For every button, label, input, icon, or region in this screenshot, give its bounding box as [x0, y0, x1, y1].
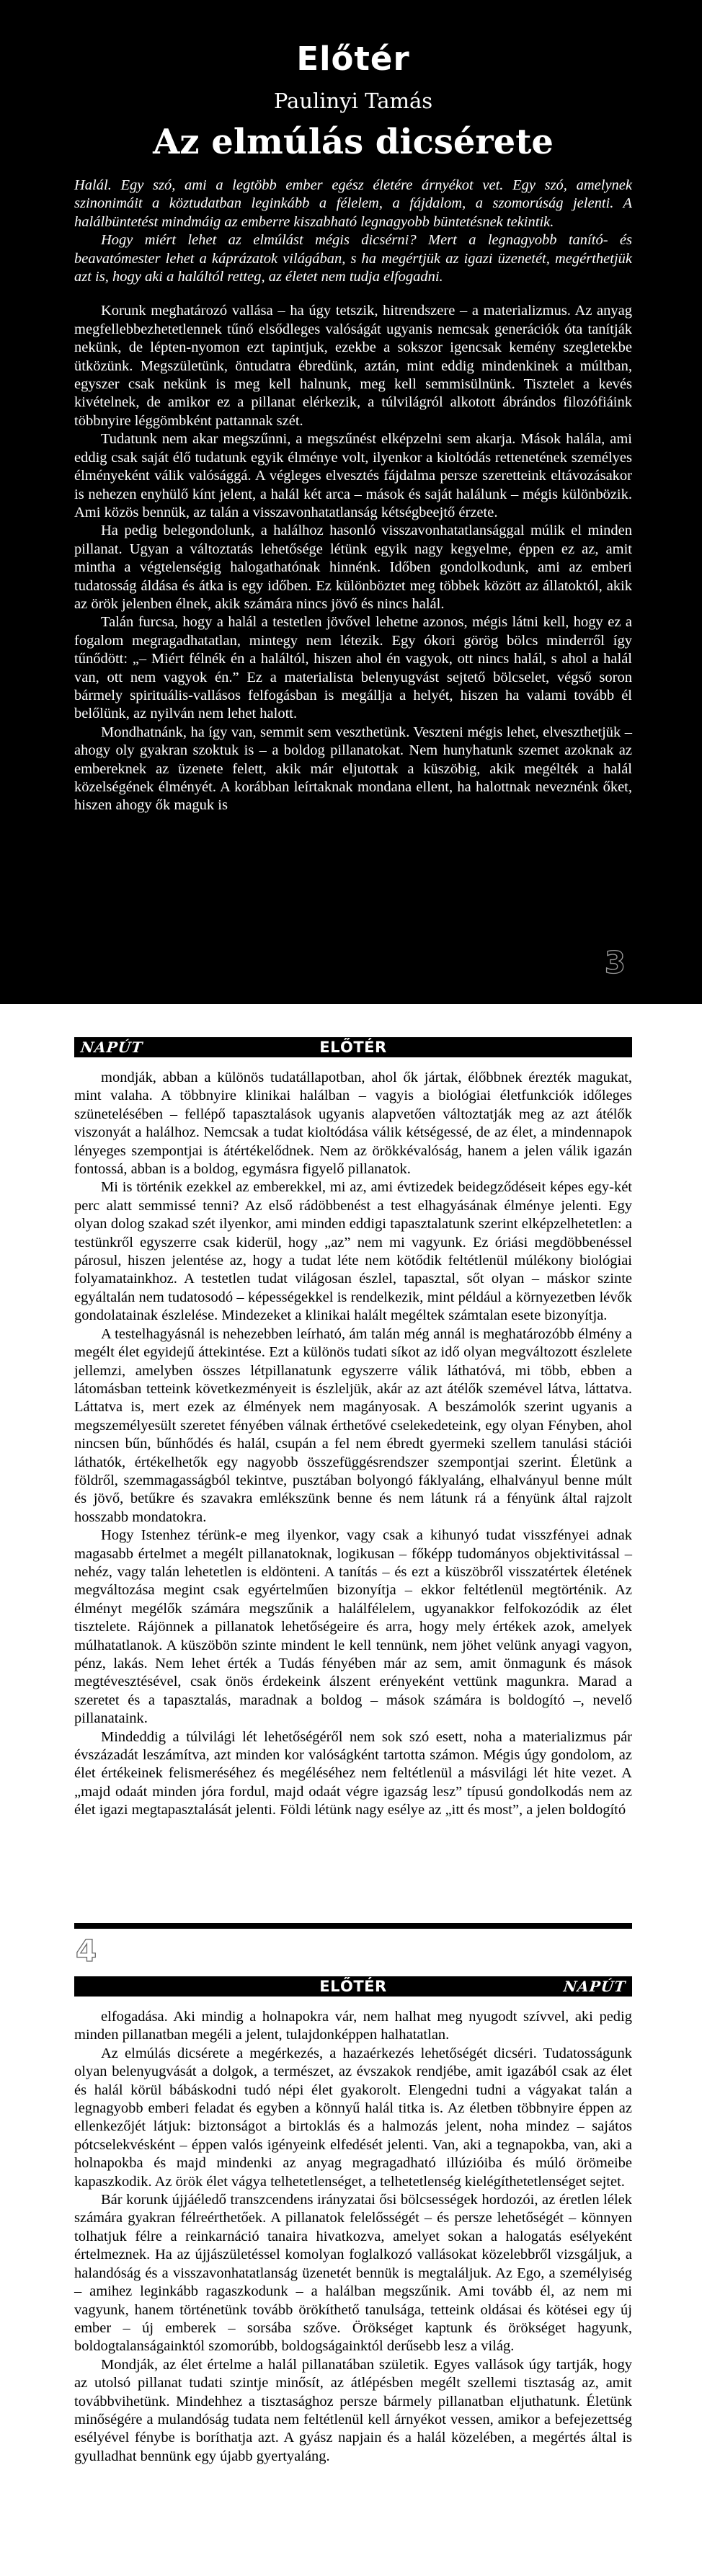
page-gap	[0, 1004, 702, 1037]
body-paragraphs-page-1	[74, 302, 632, 814]
section-label: Előtér	[296, 40, 410, 78]
body-paragraph: Mondhatnánk, ha így van, semmit sem veszthetünk. Veszteni mégis lehet, elveszthetjük – ahogy oly gyakran szoktuk is – a boldog pillanatokat. Nem hunyhatunk szemet azoknak az embereknek az üzenete felett, akik már eljutottak a küszöbig, akik megélték a halál közelségének élményét. A korábban leírtaknak mondana ellent, ha halottnak neveznénk őket, hiszen ahogy ők maguk is	[74, 724, 632, 814]
page-number: 3	[604, 945, 626, 980]
header-bar	[74, 1976, 632, 1997]
page-1	[0, 0, 702, 1004]
body-paragraph: Mondják, az élet értelme a halál pillanatában születik. Egyes vallások úgy tartják, hogy az utolsó pillanat tudati szintje minősít, az átlépésben megélt szellemi tisztaság az, amit továbbvihetünk. Mindehhez a tisztasághoz persze bármely pillanatban eljuthatunk. Életünk minőségére a mulandóság tudata nem feltétlenül kell árnyékot vessen, amikor a befejezettség esélyével fénybe is boríthatja azt. A gyász napjain és a halál közelében, a megértés által is gyulladhat bennünk egy újabb gyertyaláng.	[74, 2356, 632, 2464]
intro-paragraph: Hogy miért lehet az elmúlást mégis dicsérni? Mert a legnagyobb tanító- és beavatómester lehet a káprázatok világában, s ha megértjük az igazi üzenetét, megérthetjük azt is, hogy aki a haláltól retteg, az életet nem tudja elfogadni.	[74, 232, 632, 285]
body-paragraph: Mi is történik ezekkel az emberekkel, mi az, ami évtizedek beidegződéseit képes egy-két perc alatt semmissé tenni? Az első rádöbbenést a test elhagyásának élménye jelenti. Egy olyan dolog szakad szét ilyenkor, ami minden eddigi tapasztalatunk szerint elképzelhetetlen: a testünkről egyszerre csak kiderül, hogy „az” nem mi vagyunk. Ez óriási megdöbbenéssel párosul, hiszen jelentése az, hogy a tudat léte nem kötődik feltétlenül múlékony biológiai folyamatainkhoz. A testetlen tudat világosan észlel, tapasztal, sőt olyan – máskor szinte egyáltalán nem tudatosodó – képességekkel is rendelkezik, mint például a környezetben lévők gondolatainak észlelése. Mindezeket a klinikai halált megéltek számtalan esete bizonyítja.	[74, 1179, 632, 1324]
author-name: Paulinyi Tamás	[273, 89, 433, 113]
magazine-logo: NAPÚT	[562, 1978, 627, 1995]
article-title: Az elmúlás dicsérete	[153, 122, 554, 162]
header-section-title: ELŐTÉR	[319, 1039, 387, 1056]
body-paragraph: Bár korunk újjáéledő transzcendens irányzatai ősi bölcsességek hordozói, az éretlen lélek számára gyakran félreérthetőek. A pillanatok felelősségét – és persze lehetőségét – könnyen tolhatjuk félre a reinkarnáció tanaira hivatkozva, amelyet sokan a halogatás esélyeként értelmeznek. Ha az újjászületéssel komolyan foglalkozó vallásokat közelebbről vizsgáljuk, a halandóság és a visszavonhatatlanság üzenetét bennük is megtaláljuk. Az Ego, a személyiség – amihez leginkább ragaszkodunk – a halálban megszűnik. Ami tovább él, az nem mi vagyunk, hanem történetünk tovább örökíthető tanulsága, tetteink oldásai és kötései egy új ember – új emberek – sorsába szőve. Örökséget kaptunk és örökséget hagyunk, boldogtalanságainktól szomorúbb, boldogságainktól derűsebb lesz a világ.	[74, 2192, 632, 2355]
body-paragraphs-page-2	[74, 1069, 632, 1820]
page-2	[0, 1037, 702, 1976]
body-paragraph: Talán furcsa, hogy a halál a testetlen jövővel lehetne azonos, mégis látni kell, hogy ez a fogalom megragadhatatlan, mintegy nem létezik. Egy ókori görög bölcs minderről így tűnődött: „– Miért félnék én a haláltól, hiszen ahol én vagyok, ott nincs halál, s ahol a halál van, ott nem vagyok én.” Ez a materialista belenyugvást sejtető bölcselet, végső soron bármely spirituális-vallásos felfogásban is megállja a helyét, hiszen ha valami tovább él belőlünk, az nyilván nem lehet halott.	[74, 614, 632, 722]
page-3	[0, 1976, 702, 2576]
intro-paragraph: Halál. Egy szó, ami a legtöbb ember egész életére árnyékot vet. Egy szó, amelynek szinonimáit a köztudatban leginkább a félelem, a fájdalom, a szomorúság jelenti. A halálbüntetést mindmáig az emberre kiszabható legnagyobb büntetésnek tekintik.	[74, 177, 632, 230]
body-paragraph: Tudatunk nem akar megszűnni, a megszűnést elképzelni sem akarja. Mások halála, ami eddig csak saját élő tudatunk egyik élménye volt, ilyenkor a kioltódás rettenetének személyes élményeként válik valósággá. A végleges elvesztés fájdalma persze szeretteink eltávozásakor is nehezen enyhülő kínt jelent, a halál két arca – mások és saját halálunk – mégis különbözik. Ami közös bennük, az talán a visszavonhatatlanság kétségbeejtő érzete.	[74, 431, 632, 520]
footer-rule	[74, 1923, 632, 1929]
magazine-logo: NAPÚT	[79, 1039, 144, 1056]
body-paragraph: Korunk meghatározó vallása – ha úgy tetszik, hitrendszere – a materializmus. Az anyag megfellebbezhetetlennek tűnő elsődleges valóságát ugyanis nemcsak generációk óta tanítják nekünk, de lépten-nyomon ezt tapintjuk, ezekbe a sokszor igencsak kemény szegletekbe ütközünk. Megszületünk, öntudatra ébredünk, aztán, mint eddig mindenkinek a múltban, egyszer csak nekünk is meg kell halnunk, meg kell semmisülnünk. Tisztelet a kevés kivételnek, de amikor ez a pillanat elérkezik, a túlvilágról alkotott ábrándos filozófiáink többnyire léggömbként pattannak szét.	[74, 303, 632, 429]
body-paragraph: mondják, abban a különös tudatállapotban, ahol ők jártak, élőbbnek érezték magukat, mint valaha. A többnyire klinikai halálban – vagyis a biológiai életfunkciók időleges szünetelésében – fellépő tapasztalások ugyanis alapvetően változtatják meg az azt átélők viszonyát a halálhoz. Nemcsak a tudat kioltódása válik kétségessé, de az élet, a mindennapok lényeges szempontjai is átértékelődnek. Nem az örökkévalóság, hanem a jelen válik igazán fontossá, abban is a boldog, egymásra figyelő pillanatok.	[74, 1070, 632, 1178]
body-paragraph: Hogy Istenhez térünk-e meg ilyenkor, vagy csak a kihunyó tudat visszfényei adnak magasabb értelmet a megélt pillanatoknak, logikusan – főképp tudományos objektivitással – nehéz, vagy talán lehetetlen is eldönteni. A tanítás – és ezt a küszöbről visszatértek életének megváltozása megint csak egyértelműen bizonyítja – ekkor feltétlenül megtörténik. Az élményt megélők számára megszűnik a halálfélelem, ugyanakkor felfokozódik az élet tisztelete. Rájönnek a pillanatok lehetőségeire és arra, hogy mely értékek azok, amelyek múlhatatlanok. A küszöbön szinte mindent le kell tennünk, nem jöhet velünk anyagi vagyon, pénz, lakás. Nem lehet érték a Tudás fényében már az sem, amit önmagunk és mások megtévesztésével, csak önös érdekeink álszent erényeként vettünk magunkra. Marad a szeretet és a tapasztalás, maradnak a boldog – mások számára is boldogító –, nevelő pillanataink.	[74, 1527, 632, 1727]
body-paragraph: elfogadása. Aki mindig a holnapokra vár, nem halhat meg nyugodt szívvel, aki pedig minden pillanatban megéli a jelent, tulajdonképpen halhatatlan.	[74, 2009, 632, 2043]
body-paragraph: A testelhagyásnál is nehezebben leírható, ám talán még annál is meghatározóbb élmény a megélt élet egyidejű áttekintése. Ezt a különös tudati síkot az idő olyan megváltozott észlelete jellemzi, amelyben összes létpillanatunk egyszerre válik láthatóvá, mi több, ebben a látomásban tetteink következményeit is észleljük, akár az azt átélők szemével látva, láttatva. Láttatva is, mert ezek az élmények nem magányosak. A beszámolók szerint ugyanis a megszemélyesült szeretet fényében válnak érthetővé cselekedeteink, egy olyan Fényben, ahol nincsen bűn, bűnhődés és halál, csupán a fel nem ébredt gyermeki szellem tanulási stációi láthatók, értékelhetők egy nagyobb összefüggésrendszer szempontjai szerint. Életünk a földről, szemmagasságból tekintve, pusztában bolyongó fáklyaláng, elhalványul benne múlt és jövő, betűkre és szavakra emlékszünk benne és nem látunk rá a fényünk által rajzolt hosszabb mondatokra.	[74, 1325, 632, 1525]
intro-paragraphs	[74, 177, 632, 286]
body-paragraphs-page-3	[74, 2008, 632, 2466]
body-paragraph: Ha pedig belegondolunk, a halálhoz hasonló visszavonhatatlansággal múlik el minden pillanat. Ugyan a változtatás lehetősége létünk egyik nagy kegyelme, éppen ez az, amit mintha a végtelenségig halogathatónak hinnénk. Időben gondolkodunk, ami az emberi tudatosság áldása és átka is egy időben. Ez különböztet meg többek között az állatoktól, akik az örök jelenben élnek, akik számára nincs jövő és nincs halál.	[74, 523, 632, 612]
header-section-title: ELŐTÉR	[319, 1978, 387, 1995]
header-bar	[74, 1037, 632, 1057]
body-paragraph: Az elmúlás dicsérete a megérkezés, a hazaérkezés lehetőségét dicséri. Tudatosságunk olyan belenyugvását a dolgok, a természet, az évszakok rendjébe, amit igazából csak az élet és halál körül bábáskodni tudó népi élet gyakorolt. Elengedni tudni a vágyakat talán a legnagyobb emberi feladat és egyben a könnyű halál titka is. Az életben többnyire éppen az ellenkezőjét látjuk: biztonságot a birtoklás és a halmozás jelent, noha mindez – sajátos pótcselekvésként – éppen valós igényeink elfedését jelenti. Van, aki a tegnapokba, van, aki a holnapokba és majd mindenki az anyag megragadható illúzióiba és múló örömeibe kapaszkodik. Az örök élet vágya telhetetlenséget, a telhetetlenség kielégíthetetlenséget sejtet.	[74, 2045, 632, 2190]
page-number: 4	[76, 1933, 97, 1968]
body-paragraph: Mindeddig a túlvilági lét lehetőségéről nem sok szó esett, noha a materializmus pár évszázadát leszámítva, azt minden kor valóságként tartotta számon. Mégis úgy gondolom, az élet értékeinek felismeréséhez és megéléséhez nem feltétlenül a másvilági lét hite vezet. A „majd odaát minden jóra fordul, majd odaát végre igazság lesz” típusú gondolkodás nem az élet igazi megtapasztalását jelenti. Földi létünk nagy esélye az „itt és most”, a jelen boldogító	[74, 1728, 632, 1818]
